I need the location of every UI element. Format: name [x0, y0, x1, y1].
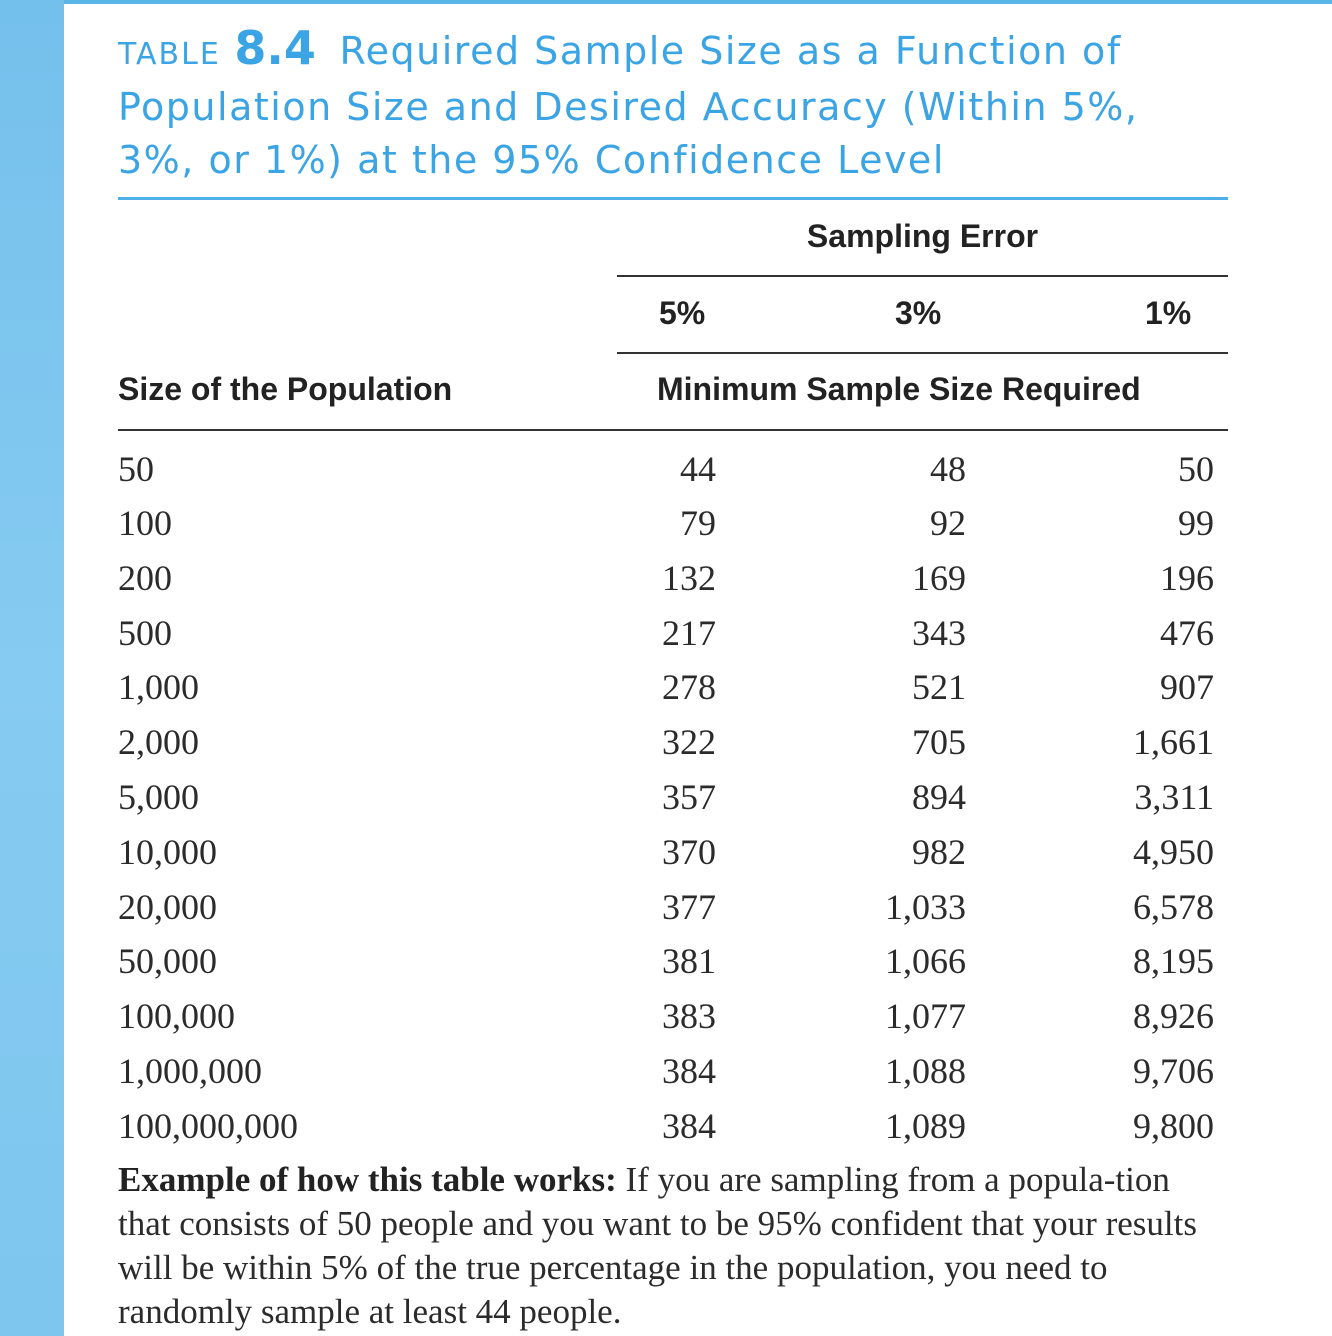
sample-1pct-cell: 99: [1178, 503, 1214, 543]
sample-3pct-cell: 48: [930, 449, 966, 489]
sample-3pct-cell: 705: [912, 722, 966, 762]
population-cell: 100: [118, 503, 172, 543]
column-header-1pct: 1%: [1145, 295, 1192, 331]
table-row: [118, 443, 1218, 495]
table-row: [118, 552, 1218, 604]
population-cell: 50: [118, 449, 154, 489]
population-cell: 100,000: [118, 996, 235, 1036]
table-row: [118, 935, 1218, 987]
sample-5pct-cell: 357: [662, 777, 716, 817]
sample-3pct-cell: 1,033: [885, 887, 966, 927]
sample-3pct-cell: 1,088: [885, 1051, 966, 1091]
sample-1pct-cell: 9,706: [1133, 1051, 1214, 1091]
population-header: Size of the Population: [118, 371, 453, 407]
table-title: [118, 22, 1228, 187]
population-cell: 200: [118, 558, 172, 598]
sample-5pct-cell: 79: [680, 503, 716, 543]
table-row: [118, 716, 1218, 768]
sample-5pct-cell: 278: [662, 667, 716, 707]
population-cell: 5,000: [118, 777, 199, 817]
table-row: [118, 607, 1218, 659]
sample-3pct-cell: 894: [912, 777, 966, 817]
minimum-sample-header: Minimum Sample Size Required: [657, 371, 1141, 407]
sample-1pct-cell: 6,578: [1133, 887, 1214, 927]
sample-5pct-cell: 377: [662, 887, 716, 927]
sample-3pct-cell: 1,077: [885, 996, 966, 1036]
sampling-error-rule: [617, 275, 1228, 277]
population-cell: 20,000: [118, 887, 217, 927]
sampling-error-header: Sampling Error: [806, 218, 1039, 254]
sample-3pct-cell: 169: [912, 558, 966, 598]
header-bottom-rule: [118, 429, 1228, 431]
footnote-text: If you are sampling from a popula-tion that consists of 50 people and you want to be 95% confident that your results will be within 5% of the true percentage in the population, you need to randomly sample at least 44 people.: [118, 1160, 1197, 1331]
percent-header-rule: [617, 352, 1228, 354]
sample-1pct-cell: 3,311: [1134, 777, 1214, 817]
sample-3pct-cell: 1,089: [885, 1106, 966, 1146]
table-label: TABLE: [118, 37, 221, 72]
sample-5pct-cell: 384: [662, 1051, 716, 1091]
table-footnote: [118, 1158, 1228, 1334]
sample-1pct-cell: 476: [1160, 613, 1214, 653]
population-cell: 50,000: [118, 941, 217, 981]
sample-1pct-cell: 9,800: [1133, 1106, 1214, 1146]
population-cell: 1,000: [118, 667, 199, 707]
population-cell: 2,000: [118, 722, 199, 762]
sample-5pct-cell: 383: [662, 996, 716, 1036]
sample-3pct-cell: 1,066: [885, 941, 966, 981]
sample-5pct-cell: 217: [662, 613, 716, 653]
table-title-text: Required Sample Size as a Function of Population Size and Desired Accuracy (Within 5%, 3%, or 1%) at the 95% Confidence Level: [118, 29, 1139, 182]
sample-5pct-cell: 44: [680, 449, 716, 489]
title-rule: [118, 197, 1228, 200]
table-row: [118, 497, 1218, 549]
sample-3pct-cell: 982: [912, 832, 966, 872]
table-row: [118, 661, 1218, 713]
sample-5pct-cell: 132: [662, 558, 716, 598]
population-cell: 500: [118, 613, 172, 653]
sample-5pct-cell: 384: [662, 1106, 716, 1146]
sample-1pct-cell: 1,661: [1133, 722, 1214, 762]
sample-5pct-cell: 370: [662, 832, 716, 872]
sample-1pct-cell: 907: [1160, 667, 1214, 707]
sample-5pct-cell: 381: [662, 941, 716, 981]
column-header-3pct: 3%: [895, 295, 942, 331]
table-row: [118, 771, 1218, 823]
sample-1pct-cell: 8,926: [1133, 996, 1214, 1036]
sample-1pct-cell: 196: [1160, 558, 1214, 598]
sample-3pct-cell: 92: [930, 503, 966, 543]
sample-3pct-cell: 343: [912, 613, 966, 653]
population-cell: 10,000: [118, 832, 217, 872]
left-color-band: [0, 0, 64, 1336]
footnote-lead: Example of how this table works:: [118, 1160, 617, 1199]
table-row: [118, 881, 1218, 933]
table-number: 8.4: [234, 21, 316, 75]
sample-3pct-cell: 521: [912, 667, 966, 707]
sample-1pct-cell: 8,195: [1133, 941, 1214, 981]
table-row: [118, 990, 1218, 1042]
sample-1pct-cell: 4,950: [1133, 832, 1214, 872]
top-rule: [64, 0, 1332, 4]
column-header-5pct: 5%: [659, 295, 706, 331]
table-row: [118, 1045, 1218, 1097]
sample-5pct-cell: 322: [662, 722, 716, 762]
table-row: [118, 1100, 1218, 1152]
sample-1pct-cell: 50: [1178, 449, 1214, 489]
population-cell: 100,000,000: [118, 1106, 298, 1146]
table-row: [118, 826, 1218, 878]
population-cell: 1,000,000: [118, 1051, 262, 1091]
